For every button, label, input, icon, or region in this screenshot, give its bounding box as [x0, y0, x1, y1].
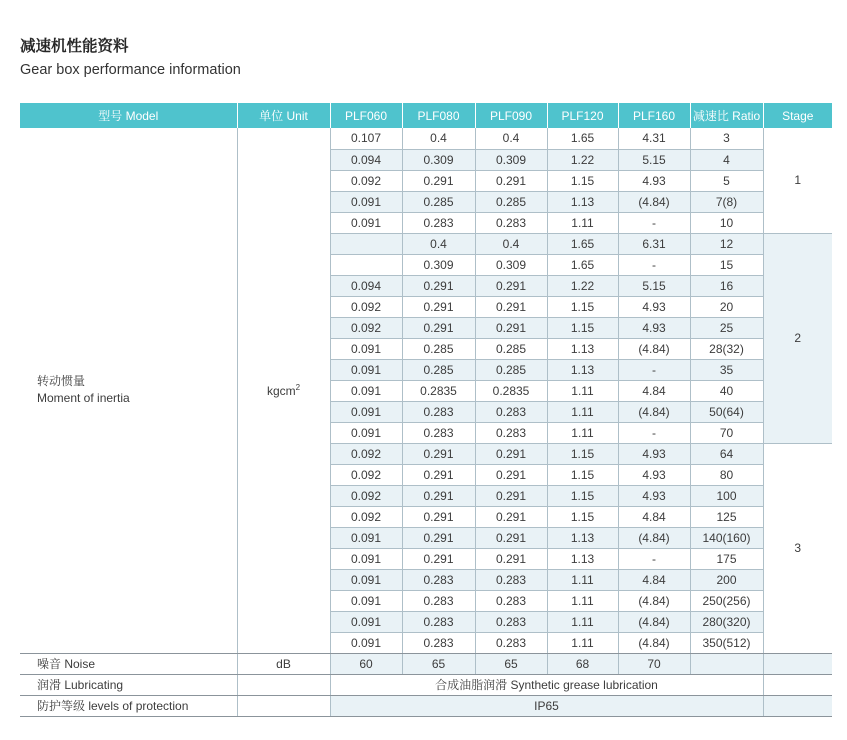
table-body: [20, 128, 832, 653]
cell-plf060: 0.092: [330, 506, 402, 527]
cell-plf060: 0.091: [330, 548, 402, 569]
cell-plf120: 1.13: [547, 527, 618, 548]
cell-plf060: 0.091: [330, 527, 402, 548]
unit-superscript: 2: [295, 382, 301, 392]
cell-plf090: 0.285: [475, 191, 547, 212]
cell-plf160: -: [618, 254, 690, 275]
cell-plf060: 0.107: [330, 128, 402, 149]
cell-plf120: 1.11: [547, 380, 618, 401]
cell-plf080: 0.285: [402, 338, 475, 359]
cell-plf120: 1.15: [547, 506, 618, 527]
cell-plf060: [330, 233, 402, 254]
noise-label-cell: 噪音 Noise: [20, 653, 237, 674]
cell-plf120: 1.22: [547, 149, 618, 170]
cell-plf080: 0.309: [402, 254, 475, 275]
cell-plf080: 0.309: [402, 149, 475, 170]
cell-plf120: 1.65: [547, 254, 618, 275]
cell-ratio: 40: [690, 380, 763, 401]
cell-plf120: 1.15: [547, 296, 618, 317]
header-row: [20, 103, 832, 128]
cell-plf060: 0.091: [330, 611, 402, 632]
column-header-model: 型号 Model: [20, 103, 237, 128]
cell-plf080: 0.283: [402, 422, 475, 443]
cell-plf090: 0.291: [475, 170, 547, 191]
cell-ratio: 80: [690, 464, 763, 485]
unit-text: kgcm: [266, 383, 296, 398]
cell-plf080: 0.291: [402, 527, 475, 548]
noise-value-plf120: 68: [547, 653, 618, 674]
table-row: [20, 128, 832, 149]
cell-plf060: 0.091: [330, 422, 402, 443]
cell-plf160: (4.84): [618, 611, 690, 632]
cell-plf160: 5.15: [618, 275, 690, 296]
cell-plf080: 0.4: [402, 233, 475, 254]
cell-plf120: 1.13: [547, 338, 618, 359]
cell-plf060: 0.092: [330, 464, 402, 485]
cell-plf090: 0.283: [475, 611, 547, 632]
cell-plf160: 4.93: [618, 170, 690, 191]
cell-ratio: 250(256): [690, 590, 763, 611]
protection-unit-cell: [237, 695, 330, 716]
cell-plf060: 0.092: [330, 317, 402, 338]
noise-value-plf060: 60: [330, 653, 402, 674]
cell-ratio: 175: [690, 548, 763, 569]
noise-stage-cell: [763, 653, 832, 674]
cell-plf060: 0.094: [330, 149, 402, 170]
cell-plf090: 0.285: [475, 338, 547, 359]
cell-plf060: [330, 254, 402, 275]
cell-plf090: 0.291: [475, 296, 547, 317]
cell-plf160: 4.93: [618, 296, 690, 317]
cell-plf080: 0.291: [402, 506, 475, 527]
cell-plf120: 1.65: [547, 128, 618, 149]
cell-plf120: 1.11: [547, 632, 618, 653]
cell-plf090: 0.283: [475, 632, 547, 653]
cell-plf120: 1.13: [547, 359, 618, 380]
cell-plf060: 0.091: [330, 191, 402, 212]
cell-plf060: 0.091: [330, 590, 402, 611]
cell-plf080: 0.283: [402, 401, 475, 422]
cell-ratio: 25: [690, 317, 763, 338]
cell-plf160: 4.93: [618, 317, 690, 338]
cell-plf090: 0.283: [475, 401, 547, 422]
cell-ratio: 70: [690, 422, 763, 443]
cell-plf080: 0.291: [402, 485, 475, 506]
cell-plf160: (4.84): [618, 590, 690, 611]
cell-plf160: (4.84): [618, 632, 690, 653]
cell-plf090: 0.283: [475, 422, 547, 443]
unit-cell: [237, 128, 330, 653]
cell-plf090: 0.291: [475, 527, 547, 548]
protection-stage-cell: [763, 695, 832, 716]
cell-plf080: 0.291: [402, 275, 475, 296]
cell-plf060: 0.092: [330, 296, 402, 317]
stage-cell: 3: [763, 443, 832, 653]
table-header: [20, 103, 832, 128]
cell-ratio: 350(512): [690, 632, 763, 653]
cell-plf120: 1.15: [547, 443, 618, 464]
lubricating-label-cell: 润滑 Lubricating: [20, 674, 237, 695]
cell-plf160: 4.93: [618, 443, 690, 464]
column-header-plf160: PLF160: [618, 103, 690, 128]
cell-plf160: 4.93: [618, 485, 690, 506]
column-header-plf090: PLF090: [475, 103, 547, 128]
cell-plf060: 0.091: [330, 401, 402, 422]
cell-plf080: 0.4: [402, 128, 475, 149]
cell-plf060: 0.094: [330, 275, 402, 296]
column-header-plf060: PLF060: [330, 103, 402, 128]
cell-plf080: 0.283: [402, 632, 475, 653]
cell-ratio: 4: [690, 149, 763, 170]
cell-plf160: (4.84): [618, 338, 690, 359]
table-footer: [20, 653, 832, 716]
cell-plf080: 0.291: [402, 170, 475, 191]
cell-plf090: 0.283: [475, 212, 547, 233]
cell-plf120: 1.15: [547, 317, 618, 338]
cell-ratio: 280(320): [690, 611, 763, 632]
cell-plf090: 0.291: [475, 317, 547, 338]
cell-plf120: 1.11: [547, 212, 618, 233]
column-header-stage: Stage: [763, 103, 832, 128]
noise-value-plf090: 65: [475, 653, 547, 674]
lubricating-value-cell: 合成油脂润滑 Synthetic grease lubrication: [330, 674, 763, 695]
cell-plf090: 0.2835: [475, 380, 547, 401]
cell-plf060: 0.091: [330, 380, 402, 401]
cell-plf160: 4.93: [618, 464, 690, 485]
cell-plf060: 0.092: [330, 443, 402, 464]
cell-plf080: 0.291: [402, 443, 475, 464]
cell-plf080: 0.283: [402, 212, 475, 233]
cell-ratio: 3: [690, 128, 763, 149]
cell-plf090: 0.291: [475, 275, 547, 296]
cell-ratio: 50(64): [690, 401, 763, 422]
cell-plf160: 4.84: [618, 380, 690, 401]
cell-plf120: 1.15: [547, 464, 618, 485]
noise-ratio-cell: [690, 653, 763, 674]
cell-plf090: 0.291: [475, 464, 547, 485]
cell-ratio: 35: [690, 359, 763, 380]
cell-ratio: 28(32): [690, 338, 763, 359]
cell-ratio: 100: [690, 485, 763, 506]
cell-plf120: 1.13: [547, 548, 618, 569]
cell-plf160: (4.84): [618, 191, 690, 212]
cell-plf120: 1.65: [547, 233, 618, 254]
cell-plf060: 0.091: [330, 569, 402, 590]
cell-ratio: 10: [690, 212, 763, 233]
lubricating-stage-cell: [763, 674, 832, 695]
cell-plf160: -: [618, 422, 690, 443]
cell-plf060: 0.092: [330, 485, 402, 506]
cell-plf090: 0.4: [475, 233, 547, 254]
cell-plf060: 0.091: [330, 338, 402, 359]
cell-ratio: 140(160): [690, 527, 763, 548]
cell-plf160: -: [618, 548, 690, 569]
cell-plf120: 1.22: [547, 275, 618, 296]
performance-table: [20, 103, 832, 717]
protection-value-cell: IP65: [330, 695, 763, 716]
inertia-cell: [20, 128, 237, 653]
cell-plf090: 0.309: [475, 254, 547, 275]
cell-ratio: 5: [690, 170, 763, 191]
cell-ratio: 200: [690, 569, 763, 590]
cell-plf120: 1.11: [547, 590, 618, 611]
inertia-label-zh: 转动惯量: [37, 374, 86, 389]
cell-plf090: 0.4: [475, 128, 547, 149]
noise-unit-cell: dB: [237, 653, 330, 674]
cell-ratio: 64: [690, 443, 763, 464]
cell-plf160: 4.31: [618, 128, 690, 149]
cell-plf080: 0.283: [402, 569, 475, 590]
lubricating-unit-cell: [237, 674, 330, 695]
cell-plf080: 0.291: [402, 296, 475, 317]
cell-plf060: 0.091: [330, 632, 402, 653]
column-header-plf080: PLF080: [402, 103, 475, 128]
protection-row: [20, 695, 832, 716]
noise-row: [20, 653, 832, 674]
cell-ratio: 7(8): [690, 191, 763, 212]
cell-plf160: (4.84): [618, 401, 690, 422]
cell-plf060: 0.092: [330, 170, 402, 191]
cell-plf080: 0.2835: [402, 380, 475, 401]
noise-value-plf080: 65: [402, 653, 475, 674]
cell-ratio: 15: [690, 254, 763, 275]
cell-ratio: 16: [690, 275, 763, 296]
cell-ratio: 20: [690, 296, 763, 317]
inertia-label-en: Moment of inertia: [37, 391, 130, 406]
stage-cell: 1: [763, 128, 832, 233]
page-subtitle: Gear box performance information: [20, 62, 241, 78]
cell-plf120: 1.11: [547, 611, 618, 632]
cell-plf080: 0.291: [402, 317, 475, 338]
cell-plf090: 0.291: [475, 485, 547, 506]
cell-plf160: -: [618, 359, 690, 380]
cell-plf090: 0.283: [475, 569, 547, 590]
cell-plf160: 5.15: [618, 149, 690, 170]
cell-plf160: 6.31: [618, 233, 690, 254]
cell-plf120: 1.11: [547, 422, 618, 443]
cell-ratio: 125: [690, 506, 763, 527]
cell-plf090: 0.309: [475, 149, 547, 170]
cell-plf090: 0.285: [475, 359, 547, 380]
noise-value-plf160: 70: [618, 653, 690, 674]
lubricating-row: [20, 674, 832, 695]
cell-plf120: 1.15: [547, 485, 618, 506]
cell-plf080: 0.291: [402, 548, 475, 569]
page-title: 减速机性能资料: [20, 38, 129, 55]
cell-plf160: (4.84): [618, 527, 690, 548]
cell-plf080: 0.285: [402, 359, 475, 380]
cell-plf080: 0.285: [402, 191, 475, 212]
cell-plf120: 1.11: [547, 401, 618, 422]
cell-plf090: 0.291: [475, 548, 547, 569]
stage-cell: 2: [763, 233, 832, 443]
column-header-unit: 单位 Unit: [237, 103, 330, 128]
cell-plf080: 0.283: [402, 590, 475, 611]
protection-label-cell: 防护等级 levels of protection: [20, 695, 237, 716]
cell-plf120: 1.13: [547, 191, 618, 212]
cell-plf080: 0.283: [402, 611, 475, 632]
cell-plf120: 1.15: [547, 170, 618, 191]
column-header-plf120: PLF120: [547, 103, 618, 128]
cell-plf090: 0.283: [475, 590, 547, 611]
cell-plf160: 4.84: [618, 569, 690, 590]
cell-plf120: 1.11: [547, 569, 618, 590]
cell-plf090: 0.291: [475, 506, 547, 527]
cell-plf090: 0.291: [475, 443, 547, 464]
cell-plf060: 0.091: [330, 212, 402, 233]
cell-plf080: 0.291: [402, 464, 475, 485]
cell-ratio: 12: [690, 233, 763, 254]
cell-plf160: 4.84: [618, 506, 690, 527]
cell-plf060: 0.091: [330, 359, 402, 380]
column-header-ratio: 减速比 Ratio: [690, 103, 763, 128]
cell-plf160: -: [618, 212, 690, 233]
